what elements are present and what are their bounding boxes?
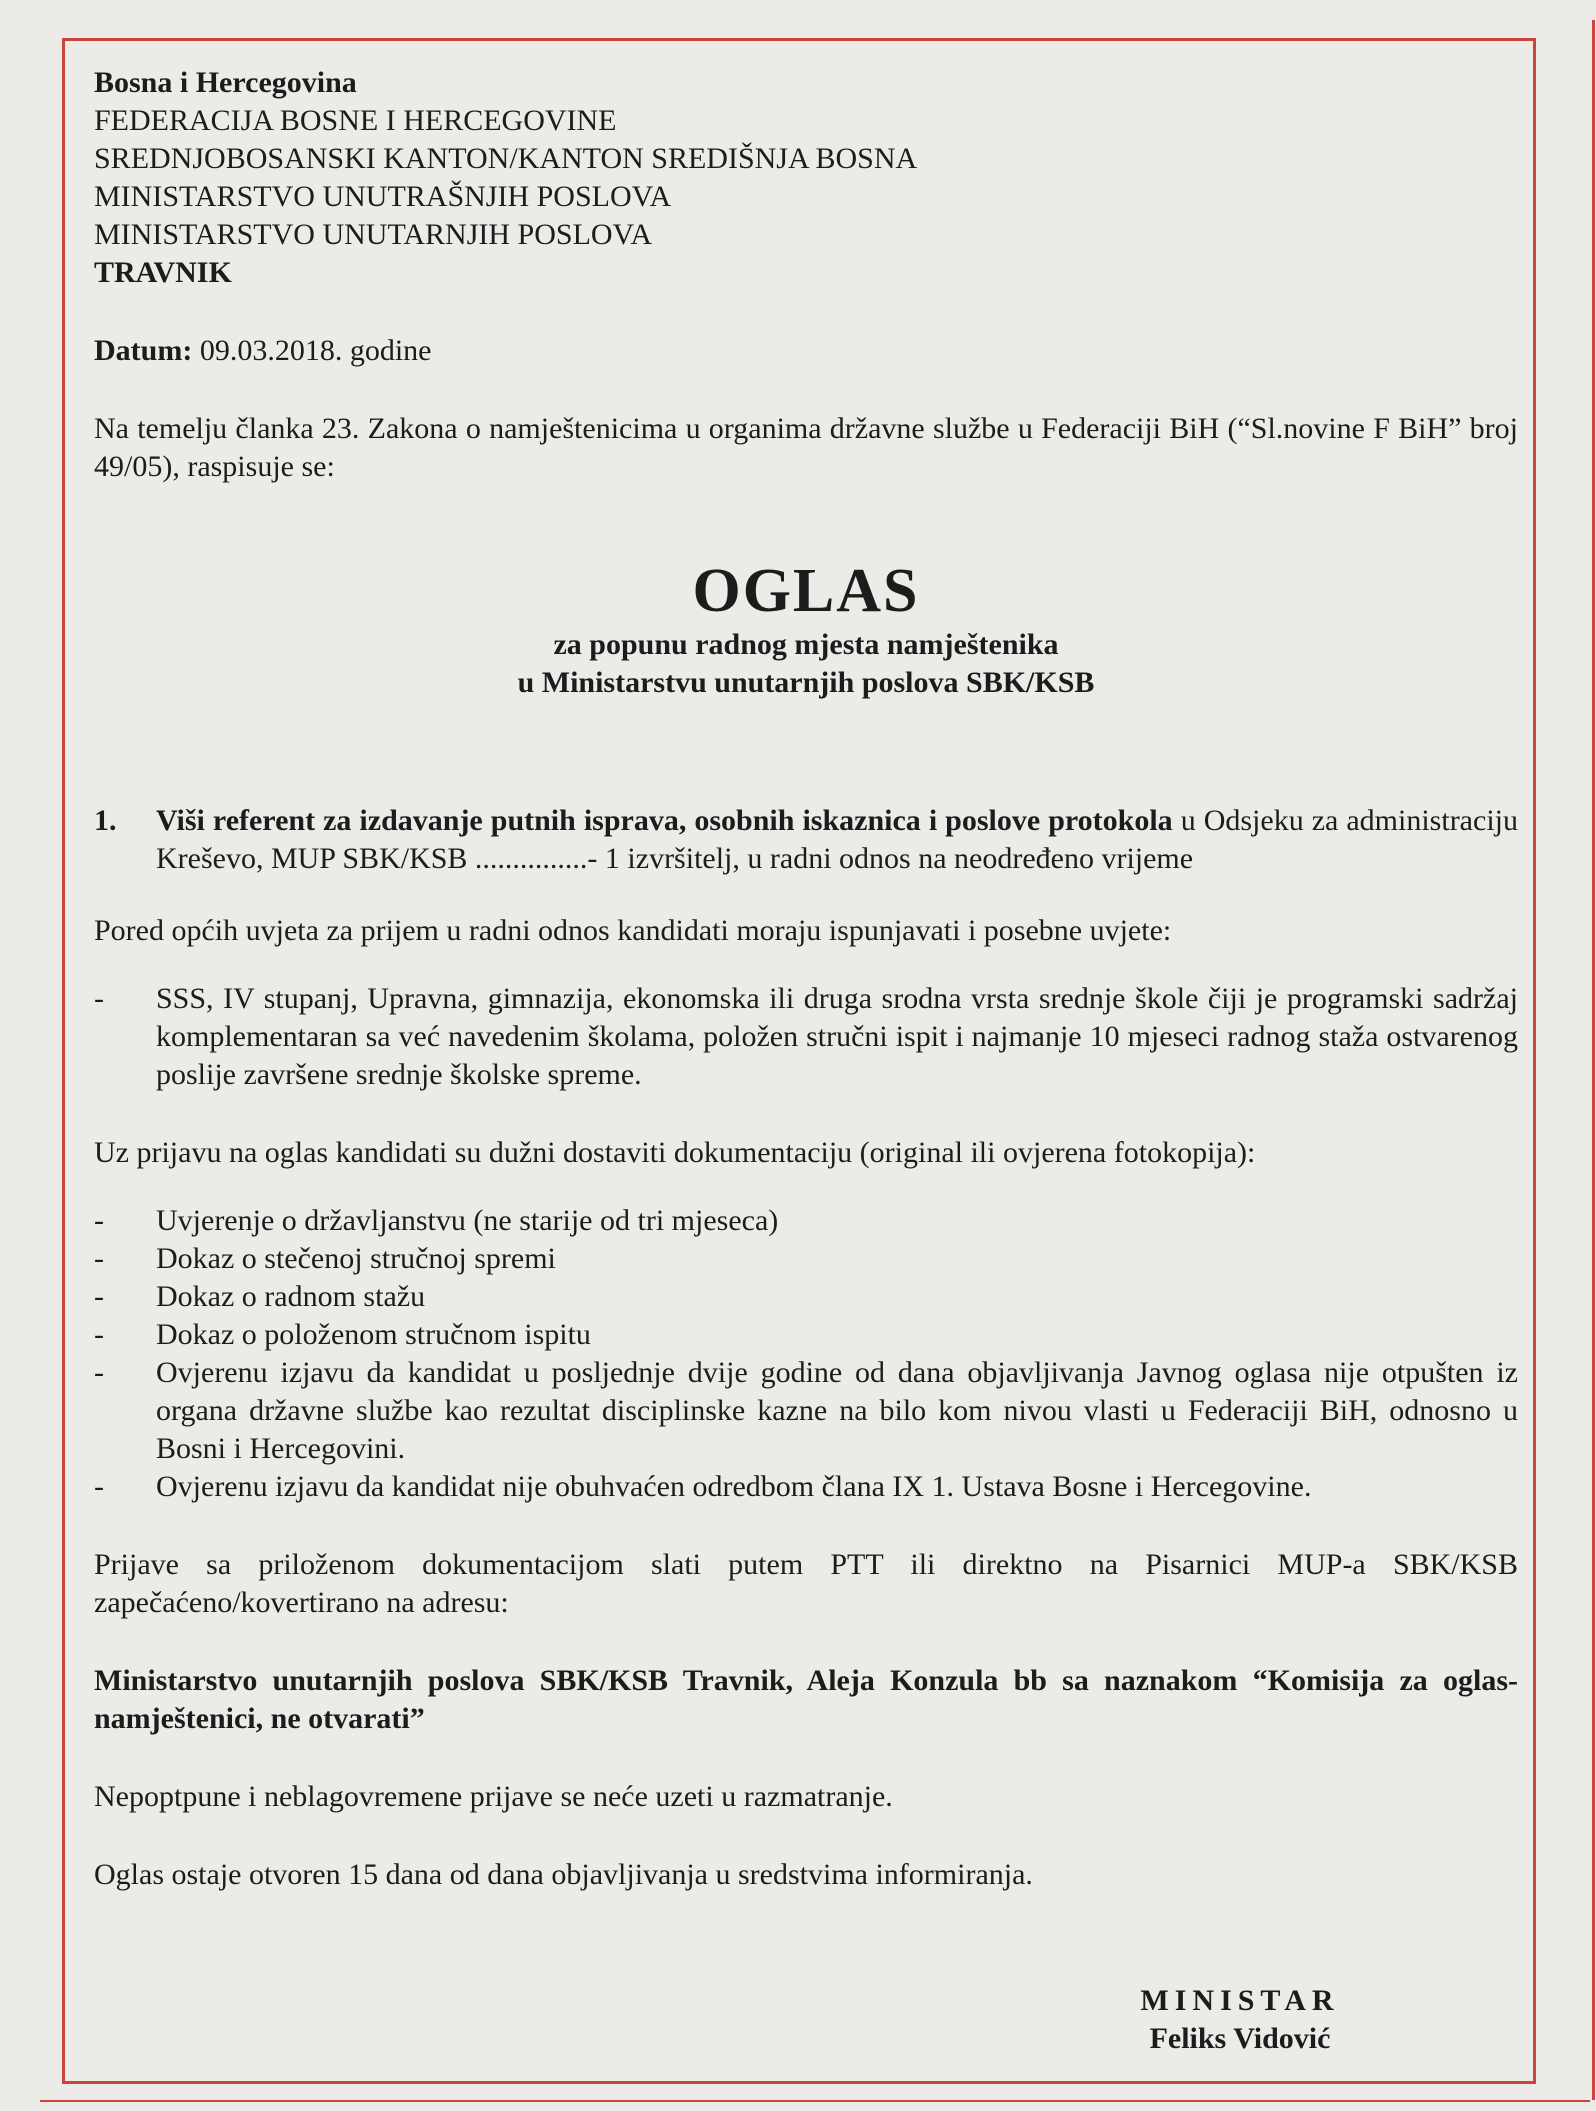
document-text: Ovjerenu izjavu da kandidat nije obuhvaćen odredbom člana IX 1. Ustava Bosne i Hercegovine. [156,1470,1312,1503]
position-item [94,802,1518,878]
position-number: 1. [94,804,117,837]
documents-list [94,1202,1518,1506]
documents-intro: Uz prijavu na oglas kandidati su dužni dostaviti dokumentaciju (original ili ovjerena fotokopija): [94,1136,1256,1169]
bullet-dash: - [94,1280,104,1313]
header-canton: SREDNJOBOSANSKI KANTON/KANTON SREDIŠNJA BOSNA [94,142,918,175]
adjacent-page-border [1592,20,1595,2100]
header-ministry-hr: MINISTARSTVO UNUTARNJIH POSLOVA [94,218,653,251]
bullet-dash: - [94,1356,104,1389]
issuer-header [94,64,1518,292]
date-value: 09.03.2018. godine [199,334,432,367]
bullet-dash: - [94,1470,104,1503]
document-text: Ovjerenu izjavu da kandidat u posljednje dvije godine od dana objavljivanja Javnog oglasa nije otpušten iz organa državne službe kao rezultat disciplinske kazne na bilo kom nivou vlasti u Federaciji BiH, odnosno u Bosni i Hercegovini. [156,1356,1518,1465]
position-details: u Odsjeku za administraciju Kreševo, MUP SBK/KSB ...............- 1 izvršitelj, u radni odnos na neodređeno vrijeme [156,804,1518,875]
open-period: Oglas ostaje otvoren 15 dana od dana objavljivanja u sredstvima informiranja. [94,1858,1033,1891]
list-item [94,1202,1518,1240]
header-city: TRAVNIK [94,256,232,289]
conditions-list [94,980,1518,1094]
position-title: Viši referent za izdavanje putnih isprava, osobnih iskaznica i poslove protokola [156,804,1173,837]
header-country: Bosna i Hercegovina [94,66,357,99]
document-text: Uvjerenje o državljanstvu (ne starije od tri mjeseca) [156,1204,779,1237]
list-item [94,1240,1518,1278]
list-item [94,1278,1518,1316]
header-ministry-bs: MINISTARSTVO UNUTRAŠNJIH POSLOVA [94,180,672,213]
notice-subtitle-2: u Ministarstvu unutarnjih poslova SBK/KSB [517,666,1095,699]
list-item [94,1468,1518,1506]
document-text: Dokaz o stečenoj stručnoj spremi [156,1242,556,1275]
legal-basis: Na temelju članka 23. Zakona o namještenicima u organima državne službe u Federaciji BiH (“Sl.novine F BiH” broj 49/05), raspisuje se: [94,412,1518,483]
position-description [156,802,1518,878]
signature-block [1070,1982,1410,2058]
signature-role: MINISTAR [1140,1984,1340,2017]
list-item [94,1354,1518,1468]
notice-title: OGLAS [692,557,920,625]
document-text: Dokaz o položenom stručnom ispitu [156,1318,591,1351]
list-item [94,980,1518,1094]
bullet-dash: - [94,1204,104,1237]
notice-content [94,64,1518,1894]
bottom-border [40,2100,1590,2102]
list-item [94,1316,1518,1354]
conditions-intro: Pored općih uvjeta za prijem u radni odnos kandidati moraju ispunjavati i posebne uvjete: [94,914,1172,947]
bullet-dash: - [94,1242,104,1275]
bullet-dash: - [94,1318,104,1351]
document-text: Dokaz o radnom stažu [156,1280,426,1313]
date-label: Datum: [94,334,193,367]
condition-text: SSS, IV stupanj, Upravna, gimnazija, ekonomska ili druga srodna vrsta srednje škole čiji je programski sadržaj komplementaran sa već navedenim školama, položen stručni ispit i najmanje 10 mjeseci radnog staža ostvarenog poslije završene srednje školske spreme. [156,982,1518,1091]
signature-name: Feliks Vidović [1149,2022,1331,2055]
header-federation: FEDERACIJA BOSNE I HERCEGOVINE [94,104,617,137]
bullet-dash: - [94,982,104,1015]
incomplete-notice: Nepoptpune i neblagovremene prijave se neće uzeti u razmatranje. [94,1780,893,1813]
submission-address: Ministarstvo unutarnjih poslova SBK/KSB Travnik, Aleja Konzula bb sa naznakom “Komisija za oglas-namještenici, ne otvarati” [94,1664,1518,1735]
notice-subtitle-1: za popunu radnog mjesta namještenika [553,628,1059,661]
submission-instructions: Prijave sa priloženom dokumentacijom slati putem PTT ili direktno na Pisarnici MUP-a SBK/KSB zapečaćeno/kovertirano na adresu: [94,1548,1518,1619]
date-line [94,332,1518,370]
